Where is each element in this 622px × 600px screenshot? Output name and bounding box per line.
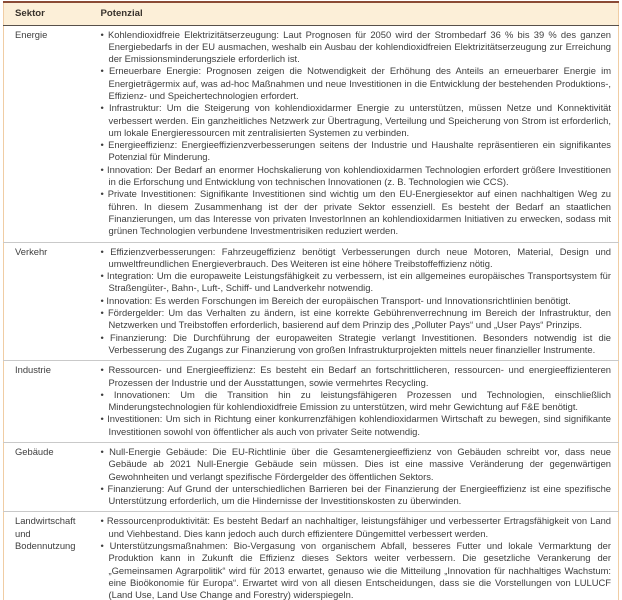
bullet-list — [101, 29, 619, 238]
table-row — [4, 512, 619, 600]
bullet-item: • Innovation: Es werden Forschungen im Bereich der europäischen Transport- und Innovationsrichtlinien benötigt. — [101, 295, 619, 307]
bullet-item: • Erneuerbare Energie: Prognosen zeigen die Notwendigkeit der Erhöhung des Anteils an erneuerbarer Energie im Energieträgermix auf, was ad-hoc Maßnahmen und neue Investitionen in die Entwicklung der bestehenden Produktions-, Effizienz- und Speichertechnologien erfordert. — [101, 65, 619, 102]
bullet-item: • Infrastruktur: Um die Steigerung von kohlendioxidarmer Energie zu unterstützen, müssen Netze und Konnektivität verbessert werden. Ein ganzheitliches Netzwerk zur Übertragung, Verteilung und Speicherung von Strom ist erforderlich, um lokale Energieressourcen mit zentralisierten Systemen zu verbinden. — [101, 102, 619, 139]
potential-cell — [99, 512, 619, 600]
header-sektor: Sektor — [4, 2, 99, 25]
header-row — [4, 2, 619, 25]
potential-cell — [99, 443, 619, 512]
bullet-item: • Ressourcenproduktivität: Es besteht Bedarf an nachhaltiger, leistungsfähiger und verbesserter Ertragsfähigkeit von Land und Viehbestand. Dies kann jedoch auch durch effizientere Düngemittel verbessert werden. — [101, 515, 619, 540]
bullet-item: • Integration: Um die europaweite Leistungsfähigkeit zu verbessern, ist ein allgemeines europäisches Transportsystem für Straßengüter-, Bahn-, Luft-, Schiff- und Landverkehr notwendig. — [101, 270, 619, 295]
table-body — [4, 25, 619, 600]
potential-cell — [99, 25, 619, 242]
sector-cell: Verkehr — [4, 242, 99, 361]
bullet-item: • Innovationen: Um die Transition hin zu leistungsfähigeren Prozessen und Technologien, einschließlich Minderungstechnologien für kohlendioxidfreie Emission zu unterstützen, wird mehr Gewichtung auf F&E benötigt. — [101, 389, 619, 414]
header-potenzial: Potenzial — [99, 2, 619, 25]
sector-cell: Energie — [15, 28, 48, 40]
table-header — [4, 2, 619, 25]
sector-cell: Industrie — [4, 361, 99, 443]
potential-cell — [99, 242, 619, 361]
bullet-item: • Private Investitionen: Signifikante Investitionen sind wichtig um den EU-Energiesektor auf einen nachhaltigen Weg zu führen. In diesem Zusammenhang ist der der private Sektor essenziell. Es besteht der Bedarf an staatlichen Finanzierungen, um das Interesse von privaten InvestorInnen an kohlendioxidarmen Initiativen zu erwecken, sodass mit grünen Technologien verbundene Investmentrisiken reduziert werden. — [101, 188, 619, 237]
bullet-item: • Kohlendioxidfreie Elektrizitätserzeugung: Laut Prognosen für 2050 wird der Strombedarf 36 % bis 39 % des ganzen Energiebedarfs in der EU ausmachen, weshalb ein Ausbau der kohlendioxidfreien Elektrizitätserzeugung zur Erreichung der Emissionsminderungsziele erforderlich ist. — [101, 29, 619, 66]
table-row — [4, 25, 619, 242]
table-row — [4, 361, 619, 443]
table-row — [4, 443, 619, 512]
sector-potential-table — [3, 1, 619, 600]
bullet-item: • Investitionen: Um sich in Richtung einer konkurrenzfähigen kohlendioxidarmen Wirtschaft zu bewegen, sind signifikante Investitionen sowohl von öffentlicher als auch von privater Seite notwendig. — [101, 413, 619, 438]
bullet-item: • Null-Energie Gebäude: Die EU-Richtlinie über die Gesamtenergieeffizienz von Gebäuden schreibt vor, dass neue Gebäude ab 2021 Null-Energie Gebäude sein müssen. Dies ist eine massive Veränderung der gegenwärtigen Gewohnheiten und verlangt spezifische Fördergelder des öffentlichen Sektors. — [101, 446, 619, 483]
table-row — [4, 242, 619, 361]
bullet-item: • Finanzierung: Die Durchführung der europaweiten Strategie verlangt Investitionen. Besonders notwendig ist die Verbesserung des Zugangs zur Finanzierung von großen Infrastrukturprojekten mittels neuer finanzieller Instrumente. — [101, 332, 619, 357]
bullet-item: • Innovation: Der Bedarf an enormer Hochskalierung von kohlendioxidarmen Technologien erfordert größere Investitionen in die Erforschung und Entwicklung von technischen Innovationen (z. B. Technologien wie CCS). — [101, 164, 619, 189]
bullet-item: • Fördergelder: Um das Verhalten zu ändern, ist eine korrekte Gebührenverrechnung im Bereich der Infrastruktur, den Netzwerken und Treibstoffen erforderlich, basierend auf dem Prinzip des „Polluter Pays“ und „User Pays“ Prinzips. — [101, 307, 619, 332]
bullet-list — [101, 446, 619, 507]
sector-cell: Gebäude — [4, 443, 99, 512]
potential-cell — [99, 361, 619, 443]
bullet-list — [101, 364, 619, 438]
bullet-item: • Energieeffizienz: Energieeffizienzverbesserungen seitens der Industrie und Haushalte repräsentieren ein signifikantes Potenzial für Minderung. — [101, 139, 619, 164]
bullet-item: • Ressourcen- und Energieeffizienz: Es besteht ein Bedarf an fortschrittlicheren, ressourcen- und energieeffizienteren Prozessen der Industrie und der Ausstattungen, sowie vermehrtes Recycling. — [101, 364, 619, 389]
sector-cell: Landwirtschaft und Bodennutzung — [4, 512, 99, 600]
bullet-item: • Unterstützungsmaßnahmen: Bio-Vergasung von organischem Abfall, besseres Futter und lokale Vermarktung der Produktion kann in Zukunft die Effizienz dieses Sektors weiter verbessern. Die gesetzliche Verankerung der „Gemeinsamen Agrarpolitik“ wird für 2013 erwartet, genauso wie die Mitteilung „Innovation für nachhaltiges Wachstum: eine Bioökonomie für Europa“. Erwartet wird von all diesen Entscheidungen, dass sie die Vorstellungen von LULUCF (Land Use, Land Use Change and Forestry) widerspiegeln. — [101, 540, 619, 600]
bullet-list — [101, 246, 619, 357]
bullet-list — [101, 515, 619, 600]
bullet-item: • Finanzierung: Auf Grund der unterschiedlichen Barrieren bei der Finanzierung der Energieeffizienz ist eine spezifische Unterstützung erforderlich, um die Hindernisse der Investitionskosten zu überwinden. — [101, 483, 619, 508]
bullet-item: • Effizienzverbesserungen: Fahrzeugeffizienz benötigt Verbesserungen durch neue Motoren, Material, Design und umweltfreundlichen Energieverbrauch. Des Weiteren ist eine höhere Treibstoffeffizienz nötig. — [101, 246, 619, 271]
